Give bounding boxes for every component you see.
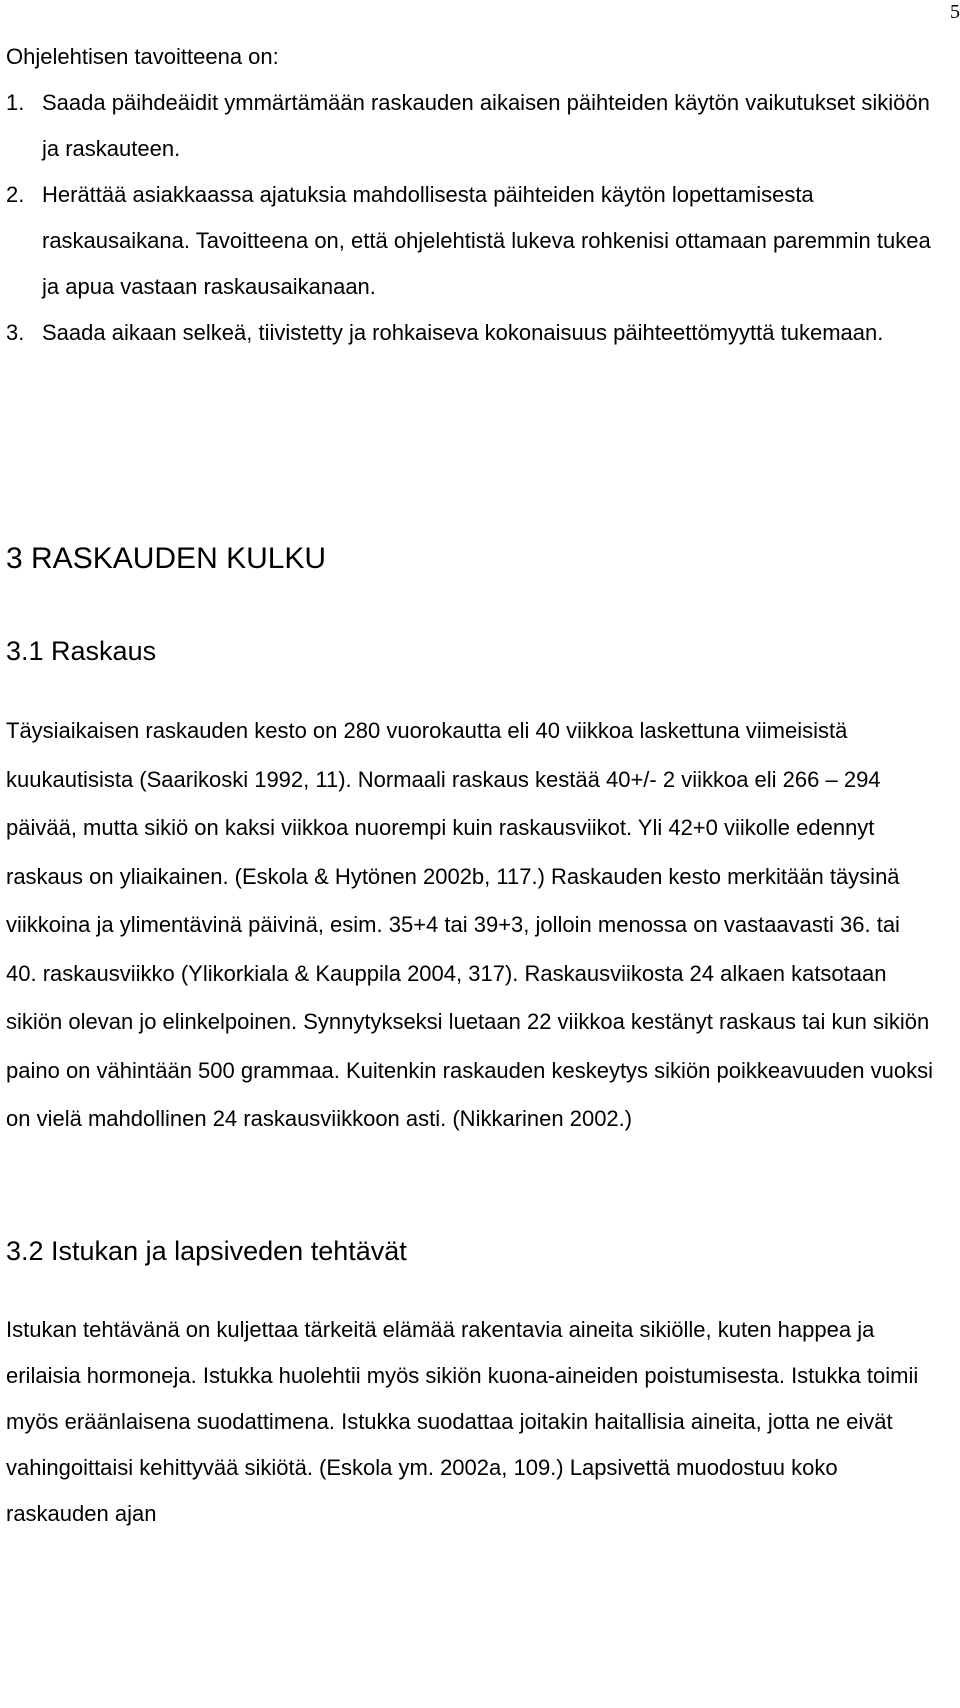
- list-item-number: 1.: [6, 90, 25, 115]
- list-item-text: Herättää asiakkaassa ajatuksia mahdollisesta päihteiden käytön lopettamisesta raskausaikana. Tavoitteena on, että ohjelehtistä lukeva rohkenisi ottamaan paremmin tukea ja apua vastaan raskausaikanaan.: [42, 182, 931, 299]
- page-content: [6, 34, 936, 1537]
- list-item-text: Saada aikaan selkeä, tiivistetty ja rohkaiseva kokonaisuus päihteettömyyttä tukemaan.: [42, 320, 884, 345]
- page-number: 5: [950, 1, 960, 23]
- section-paragraph-pregnancy: Täysiaikaisen raskauden kesto on 280 vuorokautta eli 40 viikkoa laskettuna viimeisistä kuukautisista (Saarikoski 1992, 11). Normaali raskaus kestää 40+/- 2 viikkoa eli 266 – 294 päivää, mutta sikiö on kaksi viikkoa nuorempi kuin raskausviikot. Yli 42+0 viikolle edennyt raskaus on yliaikainen. (Eskola & Hytönen 2002b, 117.) Raskauden kesto merkitään täysinä viikkoina ja ylimentävinä päivinä, esim. 35+4 tai 39+3, jolloin menossa on vastaavasti 36. tai 40. raskausviikko (Ylikorkiala & Kauppila 2004, 317). Raskausviikosta 24 alkaen katsotaan sikiön olevan jo elinkelpoinen. Synnytykseksi luetaan 22 viikkoa kestänyt raskaus tai kun sikiön paino on vähintään 500 grammaa. Kuitenkin raskauden keskeytys sikiön poikkeavuuden vuoksi on vielä mahdollinen 24 raskausviikkoon asti. (Nikkarinen 2002.): [6, 718, 934, 1131]
- goals-list: [6, 80, 936, 356]
- list-item: [6, 310, 936, 356]
- list-item-number: 2.: [6, 182, 25, 207]
- section-heading-placenta: 3.2 Istukan ja lapsiveden tehtävät: [6, 1235, 407, 1266]
- chapter-heading: 3 RASKAUDEN KULKU: [6, 542, 327, 575]
- list-item-text: Saada päihdeäidit ymmärtämään raskauden aikaisen päihteiden käytön vaikutukset sikiöön ja raskauteen.: [42, 90, 930, 161]
- section-paragraph-placenta: Istukan tehtävänä on kuljettaa tärkeitä elämää rakentavia aineita sikiölle, kuten happea ja erilaisia hormoneja. Istukka huolehtii myös sikiön kuona-aineiden poistumisesta. Istukka toimii myös eräänlaisena suodattimena. Istukka suodattaa joitakin haitallisia aineita, jotta ne eivät vahingoittaisi kehittyvää sikiötä. (Eskola ym. 2002a, 109.) Lapsivettä muodostuu koko raskauden ajan: [6, 1316, 919, 1526]
- section-heading-pregnancy: 3.1 Raskaus: [6, 636, 157, 666]
- list-item-number: 3.: [6, 320, 25, 345]
- intro-label: Ohjelehtisen tavoitteena on:: [6, 44, 279, 69]
- list-item: [6, 80, 936, 172]
- list-item: [6, 172, 936, 310]
